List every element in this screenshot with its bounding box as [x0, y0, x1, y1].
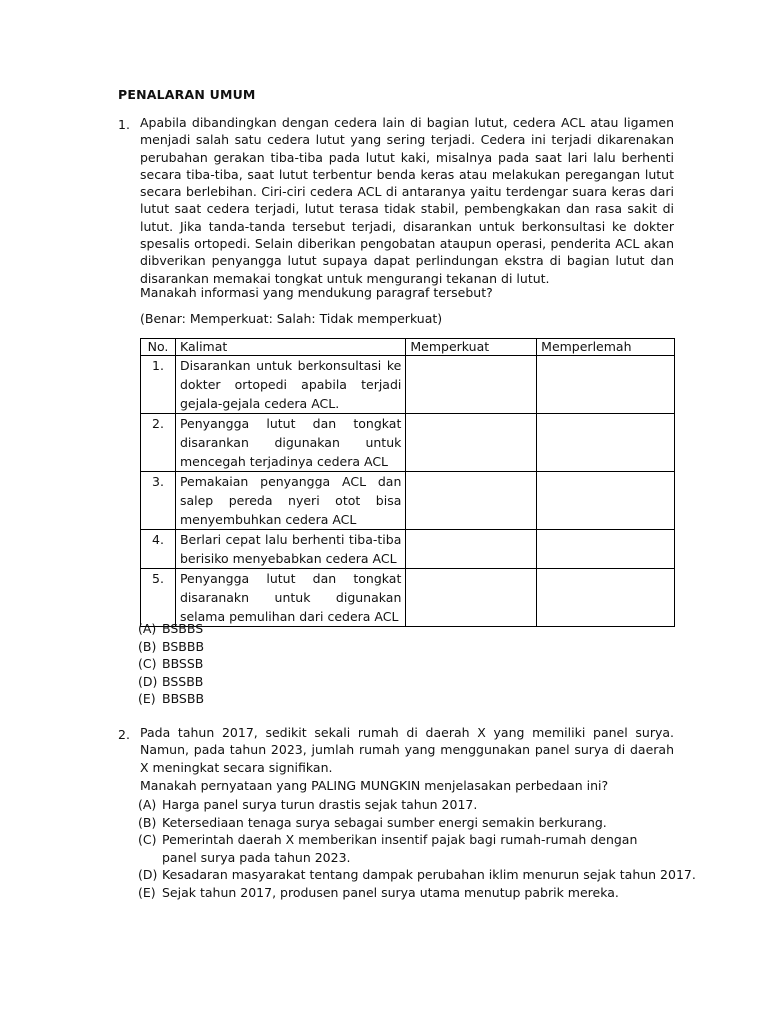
option-text: Kesadaran masyarakat tentang dampak perubahan iklim menurun sejak tahun 2017. [162, 867, 696, 882]
option-label: (A) [138, 797, 157, 812]
row-statement: Pemakaian penyangga ACL dan salep pereda nyeri otot bisa menyembuhkan cedera ACL [175, 472, 405, 530]
question-2-passage: Pada tahun 2017, sedikit sekali rumah di daerah X yang memiliki panel surya. Namun, pada tahun 2023, jumlah rumah yang menggunakan panel surya di daerah X meningkat secara signifikan. [140, 725, 674, 775]
option-label: (C) [138, 656, 157, 671]
option-text: Ketersediaan tenaga surya sebagai sumber energi semakin berkurang. [162, 814, 607, 830]
option-b[interactable] [138, 814, 672, 832]
row-statement: Disarankan untuk berkonsultasi ke dokter ortopedi apabila terjadi gejala-gejala cedera ACL. [175, 356, 405, 414]
option-label: (D) [138, 867, 158, 882]
row-number: 5. [141, 569, 176, 627]
header-memperkuat: Memperkuat [406, 339, 537, 356]
header-memperlemah: Memperlemah [537, 339, 675, 356]
option-text: Pemerintah daerah X memberikan insentif pajak bagi rumah-rumah dengan panel surya pada tahun 2023. [162, 832, 638, 865]
memperlemah-cell[interactable] [537, 472, 675, 530]
row-statement: Berlari cepat lalu berhenti tiba-tiba berisiko menyebabkan cedera ACL [175, 530, 405, 569]
row-statement: Penyangga lutut dan tongkat disaranakn untuk digunakan selama pemulihan dari cedera ACL [175, 569, 405, 627]
memperkuat-cell[interactable] [406, 414, 537, 472]
memperlemah-cell[interactable] [537, 530, 675, 569]
question-2-number: 2. [118, 727, 130, 742]
question-1-passage: Apabila dibandingkan dengan cedera lain di bagian lutut, cedera ACL atau ligamen menjadi salah satu cedera lutut yang sering terjadi. Cedera ini terjadi dikarenakan perubahan gerakan tiba-tiba pada lutut kaki, misalnya pada saat lari lalu berhenti secara tiba-tiba, saat lutut terbentur benda keras atau melakukan peregangan lutut secara berlebihan. Ciri-ciri cedera ACL di antaranya yaitu terdengar suara keras dari lutut saat cedera terjadi, lutut terasa tidak stabil, pembengkakan dan rasa sakit di lutut. Jika tanda-tanda tersebut terjadi, disarankan untuk berkonsultasi ke dokter spesalis ortopedi. Selain diberikan pengobatan ataupun operasi, penderita ACL akan dibverikan penyangga lutut supaya dapat perlindungan ekstra di bagian lutut dan disarankan memakai tongkat untuk mengurangi tekanan di lutut. [140, 115, 674, 286]
row-number: 2. [141, 414, 176, 472]
row-statement: Penyangga lutut dan tongkat disarankan digunakan untuk mencegah terjadinya cedera ACL [175, 414, 405, 472]
option-d[interactable] [138, 866, 696, 884]
memperlemah-cell[interactable] [537, 356, 675, 414]
table-row [141, 530, 675, 569]
table-row [141, 569, 675, 627]
option-c[interactable] [138, 831, 672, 866]
option-text: BSSBB [162, 673, 204, 689]
option-label: (B) [138, 638, 157, 654]
question-2-options [138, 796, 696, 901]
question-1-number: 1. [118, 117, 130, 132]
table-row [141, 472, 675, 530]
option-e[interactable] [138, 884, 672, 902]
option-text: Sejak tahun 2017, produsen panel surya utama menutup pabrik mereka. [162, 884, 619, 900]
table-row [141, 356, 675, 414]
memperkuat-cell[interactable] [406, 530, 537, 569]
option-label: (C) [138, 832, 157, 847]
memperkuat-cell[interactable] [406, 472, 537, 530]
option-text: BSBBS [162, 621, 204, 636]
header-no: No. [141, 339, 176, 356]
memperlemah-cell[interactable] [537, 569, 675, 627]
section-title: PENALARAN UMUM [118, 87, 256, 102]
question-2-prompt: Manakah pernyataan yang PALING MUNGKIN menjelasakan perbedaan ini? [140, 778, 609, 793]
question-1-instruction: (Benar: Memperkuat: Salah: Tidak memperkuat) [140, 311, 443, 326]
table-header-row [141, 339, 675, 356]
option-label: (E) [138, 884, 156, 900]
memperkuat-cell[interactable] [406, 356, 537, 414]
header-kalimat: Kalimat [175, 339, 405, 356]
option-text: BBSSB [162, 656, 204, 671]
option-text: BSBBB [162, 638, 205, 654]
option-text: BBSBB [162, 691, 205, 706]
option-label: (E) [138, 691, 156, 706]
statement-table [140, 338, 675, 627]
row-number: 3. [141, 472, 176, 530]
question-1-prompt: Manakah informasi yang mendukung paragraf tersebut? [140, 285, 493, 300]
table-row [141, 414, 675, 472]
row-number: 4. [141, 530, 176, 569]
option-text: Harga panel surya turun drastis sejak tahun 2017. [162, 797, 478, 812]
option-label: (A) [138, 621, 157, 636]
memperkuat-cell[interactable] [406, 569, 537, 627]
option-label: (B) [138, 814, 157, 830]
option-label: (D) [138, 673, 158, 689]
memperlemah-cell[interactable] [537, 414, 675, 472]
option-a[interactable] [138, 796, 672, 814]
row-number: 1. [141, 356, 176, 414]
